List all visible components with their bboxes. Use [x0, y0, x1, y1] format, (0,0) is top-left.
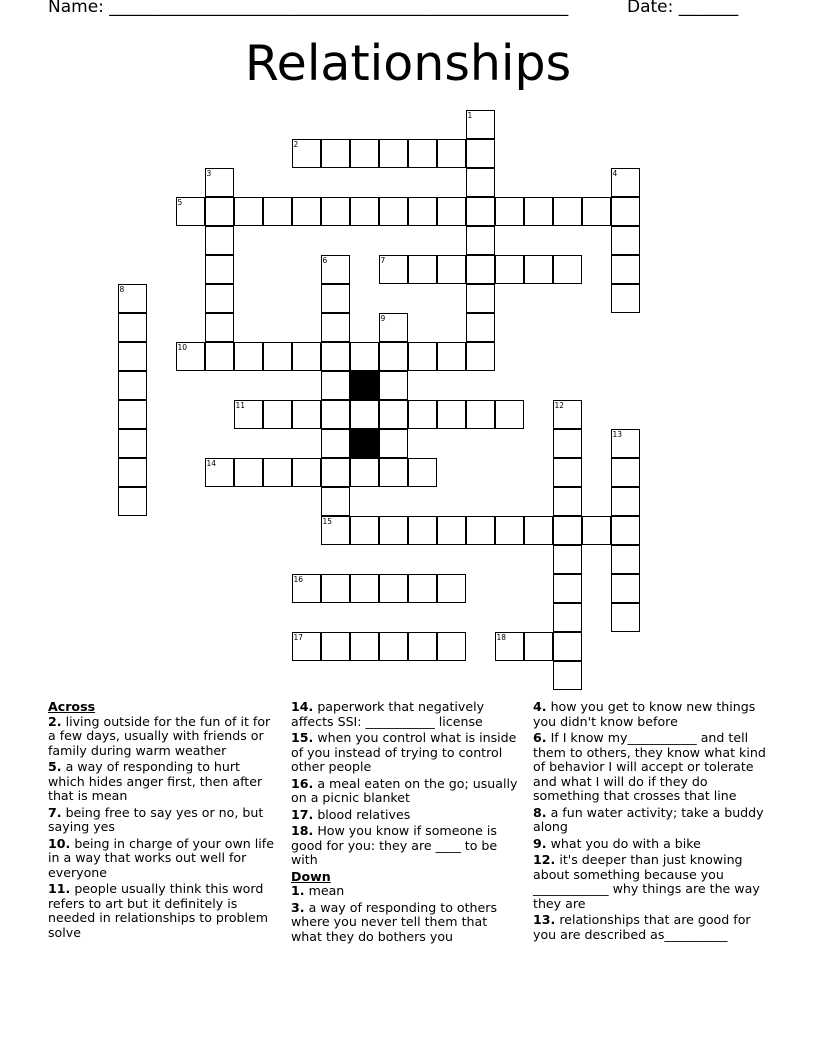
crossword-cell[interactable]	[466, 197, 495, 226]
crossword-cell[interactable]	[495, 632, 524, 661]
clue-number-label: 2.	[48, 713, 62, 729]
crossword-cell[interactable]	[321, 487, 350, 516]
crossword-cell[interactable]	[524, 255, 553, 284]
crossword-cell[interactable]	[350, 139, 379, 168]
clue-item	[291, 884, 521, 899]
crossword-cell[interactable]	[553, 603, 582, 632]
clue-number: 11	[235, 401, 246, 410]
clue-text: it's deeper than just knowing about something because you ____________ why things are the way they are	[533, 852, 760, 911]
crossword-cell[interactable]	[205, 255, 234, 284]
crossword-cell[interactable]	[524, 632, 553, 661]
crossword-cell[interactable]	[292, 197, 321, 226]
clue-item	[291, 700, 521, 729]
crossword-cell[interactable]	[118, 284, 147, 313]
crossword-cell[interactable]	[234, 458, 263, 487]
clue-item	[48, 806, 280, 835]
crossword-cell[interactable]	[466, 400, 495, 429]
crossword-cell[interactable]	[466, 226, 495, 255]
crossword-cell[interactable]	[234, 342, 263, 371]
crossword-cell[interactable]	[553, 400, 582, 429]
crossword-cell[interactable]	[118, 429, 147, 458]
crossword-cell[interactable]	[292, 632, 321, 661]
crossword-cell[interactable]	[611, 168, 640, 197]
crossword-cell[interactable]	[350, 197, 379, 226]
clue-number-label: 18.	[291, 823, 314, 838]
crossword-cell[interactable]	[379, 429, 408, 458]
crossword-cell[interactable]	[437, 197, 466, 226]
clue-text: How you know if someone is good for you: they are ____ to be with	[291, 823, 498, 867]
clues-column-3	[533, 700, 771, 944]
crossword-cell[interactable]	[321, 574, 350, 603]
crossword-cell[interactable]	[350, 632, 379, 661]
crossword-cell[interactable]	[611, 516, 640, 545]
clue-number: 6	[322, 256, 328, 265]
clue-item	[533, 731, 771, 804]
clue-item	[533, 806, 771, 835]
crossword-cell[interactable]	[379, 400, 408, 429]
crossword-cell[interactable]	[611, 284, 640, 313]
clue-number: 17	[293, 633, 304, 642]
date-field-label[interactable]: Date: _______	[627, 0, 739, 17]
clue-number: 2	[293, 140, 299, 149]
crossword-cell[interactable]	[611, 487, 640, 516]
crossword-cell[interactable]	[437, 632, 466, 661]
crossword-cell[interactable]	[118, 371, 147, 400]
clue-number-label: 11.	[48, 881, 71, 896]
clue-number: 1	[467, 111, 473, 120]
crossword-cell[interactable]	[205, 342, 234, 371]
clue-item	[48, 882, 280, 940]
crossword-cell[interactable]	[205, 226, 234, 255]
clue-number: 16	[293, 575, 304, 584]
crossword-cell[interactable]	[408, 400, 437, 429]
crossword-cell[interactable]	[263, 197, 292, 226]
crossword-cell[interactable]	[379, 574, 408, 603]
clue-number-label: 8.	[533, 804, 547, 820]
crossword-cell[interactable]	[611, 545, 640, 574]
crossword-cell[interactable]	[118, 487, 147, 516]
crossword-cell[interactable]	[292, 574, 321, 603]
crossword-cell[interactable]	[408, 458, 437, 487]
down-heading: Down	[291, 868, 331, 884]
clue-text: paperwork that negatively affects SSI: ___________ license	[291, 699, 485, 729]
crossword-cell[interactable]	[263, 400, 292, 429]
clue-item	[291, 901, 521, 945]
crossword-cell[interactable]	[292, 400, 321, 429]
crossword-cell[interactable]	[263, 458, 292, 487]
crossword-cell[interactable]	[495, 197, 524, 226]
crossword-cell[interactable]	[379, 255, 408, 284]
page-title: Relationships	[244, 35, 572, 92]
clue-text: relationships that are good for you are described as__________	[533, 912, 751, 942]
clue-number-label: 9.	[533, 835, 547, 851]
crossword-cell[interactable]	[350, 400, 379, 429]
clue-number: 9	[380, 314, 386, 323]
crossword-cell[interactable]	[611, 574, 640, 603]
crossword-cell[interactable]	[350, 342, 379, 371]
crossword-cell[interactable]	[437, 516, 466, 545]
crossword-cell[interactable]	[611, 255, 640, 284]
crossword-cell[interactable]	[582, 516, 611, 545]
crossword-cell[interactable]	[234, 400, 263, 429]
clue-number-label: 6.	[533, 730, 547, 745]
crossword-cell[interactable]	[437, 139, 466, 168]
crossword-cell[interactable]	[408, 139, 437, 168]
clue-text: when you control what is inside of you instead of trying to control other people	[291, 730, 517, 774]
clue-text: being in charge of your own life in a way that works out well for everyone	[48, 835, 274, 880]
clue-item	[291, 808, 521, 823]
crossword-cell[interactable]	[321, 197, 350, 226]
clue-text: how you get to know new things you didn't know before	[533, 699, 756, 729]
crossword-cell[interactable]	[495, 516, 524, 545]
crossword-cell[interactable]	[379, 458, 408, 487]
crossword-cell[interactable]	[611, 429, 640, 458]
clue-text: a fun water activity; take a buddy along	[533, 804, 764, 834]
crossword-cell[interactable]	[379, 197, 408, 226]
crossword-cell[interactable]	[466, 516, 495, 545]
clues-column-2	[291, 700, 521, 946]
black-square	[350, 429, 379, 458]
crossword-cell[interactable]	[437, 574, 466, 603]
crossword-cell[interactable]	[263, 342, 292, 371]
crossword-cell[interactable]	[466, 255, 495, 284]
crossword-cell[interactable]	[176, 342, 205, 371]
clue-number: 5	[177, 198, 183, 207]
clue-item	[533, 913, 771, 942]
clue-text: mean	[304, 883, 345, 898]
crossword-cell[interactable]	[466, 313, 495, 342]
clue-number-label: 12.	[533, 852, 556, 867]
clue-number: 4	[612, 169, 618, 178]
clue-number-label: 5.	[48, 759, 62, 774]
clue-number-label: 1.	[291, 883, 305, 898]
crossword-cell[interactable]	[321, 342, 350, 371]
crossword-cell[interactable]	[466, 110, 495, 139]
crossword-cell[interactable]	[611, 226, 640, 255]
clue-number: 8	[119, 285, 125, 294]
clue-text: a way of responding to others where you never tell them that what they do bothers you	[291, 899, 498, 944]
clue-number: 13	[612, 430, 623, 439]
crossword-cell[interactable]	[321, 400, 350, 429]
crossword-cell[interactable]	[437, 400, 466, 429]
clue-item	[48, 715, 280, 759]
crossword-cell[interactable]	[611, 458, 640, 487]
clue-item	[48, 837, 280, 881]
crossword-cell[interactable]	[350, 574, 379, 603]
clue-number-label: 13.	[533, 912, 556, 927]
crossword-cell[interactable]	[350, 516, 379, 545]
crossword-cell[interactable]	[205, 313, 234, 342]
crossword-cell[interactable]	[321, 255, 350, 284]
crossword-cell[interactable]	[524, 197, 553, 226]
crossword-cell[interactable]	[408, 632, 437, 661]
crossword-cell[interactable]	[292, 139, 321, 168]
clue-text: a way of responding to hurt which hides anger first, then after that is mean	[48, 759, 263, 803]
crossword-cell[interactable]	[118, 400, 147, 429]
crossword-cell[interactable]	[176, 197, 205, 226]
crossword-cell[interactable]	[205, 284, 234, 313]
crossword-cell[interactable]	[408, 516, 437, 545]
crossword-cell[interactable]	[321, 284, 350, 313]
crossword-cell[interactable]	[408, 574, 437, 603]
clue-text: people usually think this word refers to art but it definitely is needed in relationships to problem solve	[48, 881, 269, 940]
clue-number: 18	[496, 633, 507, 642]
clue-text: blood relatives	[313, 806, 411, 822]
clue-item	[533, 853, 771, 911]
clue-number-label: 17.	[291, 806, 314, 822]
crossword-cell[interactable]	[321, 429, 350, 458]
crossword-cell[interactable]	[350, 458, 379, 487]
crossword-cell[interactable]	[553, 255, 582, 284]
crossword-cell[interactable]	[582, 197, 611, 226]
clue-item	[48, 760, 280, 804]
crossword-cell[interactable]	[437, 342, 466, 371]
clue-number: 10	[177, 343, 188, 352]
crossword-cell[interactable]	[524, 516, 553, 545]
crossword-cell[interactable]	[118, 458, 147, 487]
crossword-cell[interactable]	[495, 255, 524, 284]
crossword-cell[interactable]	[611, 603, 640, 632]
clue-number: 15	[322, 517, 333, 526]
crossword-cell[interactable]	[292, 458, 321, 487]
crossword-cell[interactable]	[205, 197, 234, 226]
across-heading: Across	[48, 699, 96, 714]
crossword-cell[interactable]	[379, 632, 408, 661]
clue-number: 12	[554, 401, 565, 410]
clue-number: 7	[380, 256, 386, 265]
crossword-cell[interactable]	[553, 516, 582, 545]
crossword-cell[interactable]	[408, 255, 437, 284]
clue-number: 14	[206, 459, 217, 468]
crossword-cell[interactable]	[205, 168, 234, 197]
clue-number-label: 7.	[48, 804, 62, 820]
crossword-cell[interactable]	[118, 313, 147, 342]
crossword-cell[interactable]	[553, 661, 582, 690]
crossword-cell[interactable]	[321, 632, 350, 661]
crossword-cell[interactable]	[321, 371, 350, 400]
crossword-cell[interactable]	[553, 197, 582, 226]
crossword-cell[interactable]	[466, 168, 495, 197]
crossword-cell[interactable]	[321, 313, 350, 342]
clue-text: what you do with a bike	[546, 835, 701, 851]
crossword-cell[interactable]	[553, 487, 582, 516]
crossword-cell[interactable]	[379, 371, 408, 400]
crossword-cell[interactable]	[234, 197, 263, 226]
clue-number-label: 15.	[291, 730, 314, 745]
crossword-cell[interactable]	[205, 458, 234, 487]
crossword-cell[interactable]	[466, 284, 495, 313]
crossword-cell[interactable]	[466, 139, 495, 168]
clue-text: a meal eaten on the go; usually on a picnic blanket	[291, 775, 518, 805]
clue-number: 3	[206, 169, 212, 178]
crossword-cell[interactable]	[553, 632, 582, 661]
crossword-cell[interactable]	[408, 342, 437, 371]
crossword-cell[interactable]	[611, 197, 640, 226]
crossword-cell[interactable]	[379, 516, 408, 545]
clue-text: If I know my___________ and tell them to others, they know what kind of behavior I will accept or tolerate and what I will do if they do something that crosses that line	[533, 730, 766, 803]
crossword-cell[interactable]	[118, 342, 147, 371]
crossword-cell[interactable]	[466, 342, 495, 371]
crossword-cell[interactable]	[379, 342, 408, 371]
clue-number-label: 14.	[291, 699, 314, 714]
clue-item	[533, 837, 771, 852]
crossword-cell[interactable]	[495, 400, 524, 429]
crossword-cell[interactable]	[408, 197, 437, 226]
clue-number-label: 10.	[48, 835, 71, 851]
clue-item	[533, 700, 771, 729]
black-square	[350, 371, 379, 400]
crossword-cell[interactable]	[437, 255, 466, 284]
clue-text: being free to say yes or no, but saying yes	[48, 804, 264, 834]
clue-item	[291, 824, 521, 868]
crossword-cell[interactable]	[292, 342, 321, 371]
crossword-cell[interactable]	[379, 313, 408, 342]
clue-item	[291, 777, 521, 806]
crossword-cell[interactable]	[553, 429, 582, 458]
crossword-cell[interactable]	[553, 545, 582, 574]
clue-number-label: 3.	[291, 899, 305, 915]
clue-number-label: 16.	[291, 775, 314, 791]
crossword-cell[interactable]	[321, 458, 350, 487]
name-field-label[interactable]: Name: ______________________________________________________	[48, 0, 569, 17]
crossword-cell[interactable]	[379, 139, 408, 168]
crossword-cell[interactable]	[553, 574, 582, 603]
clue-item	[291, 731, 521, 775]
clues-column-1	[48, 700, 280, 942]
crossword-cell[interactable]	[321, 516, 350, 545]
clue-text: living outside for the fun of it for a few days, usually with friends or family during warm weather	[48, 713, 271, 758]
crossword-cell[interactable]	[553, 458, 582, 487]
crossword-cell[interactable]	[321, 139, 350, 168]
clue-number-label: 4.	[533, 699, 547, 714]
